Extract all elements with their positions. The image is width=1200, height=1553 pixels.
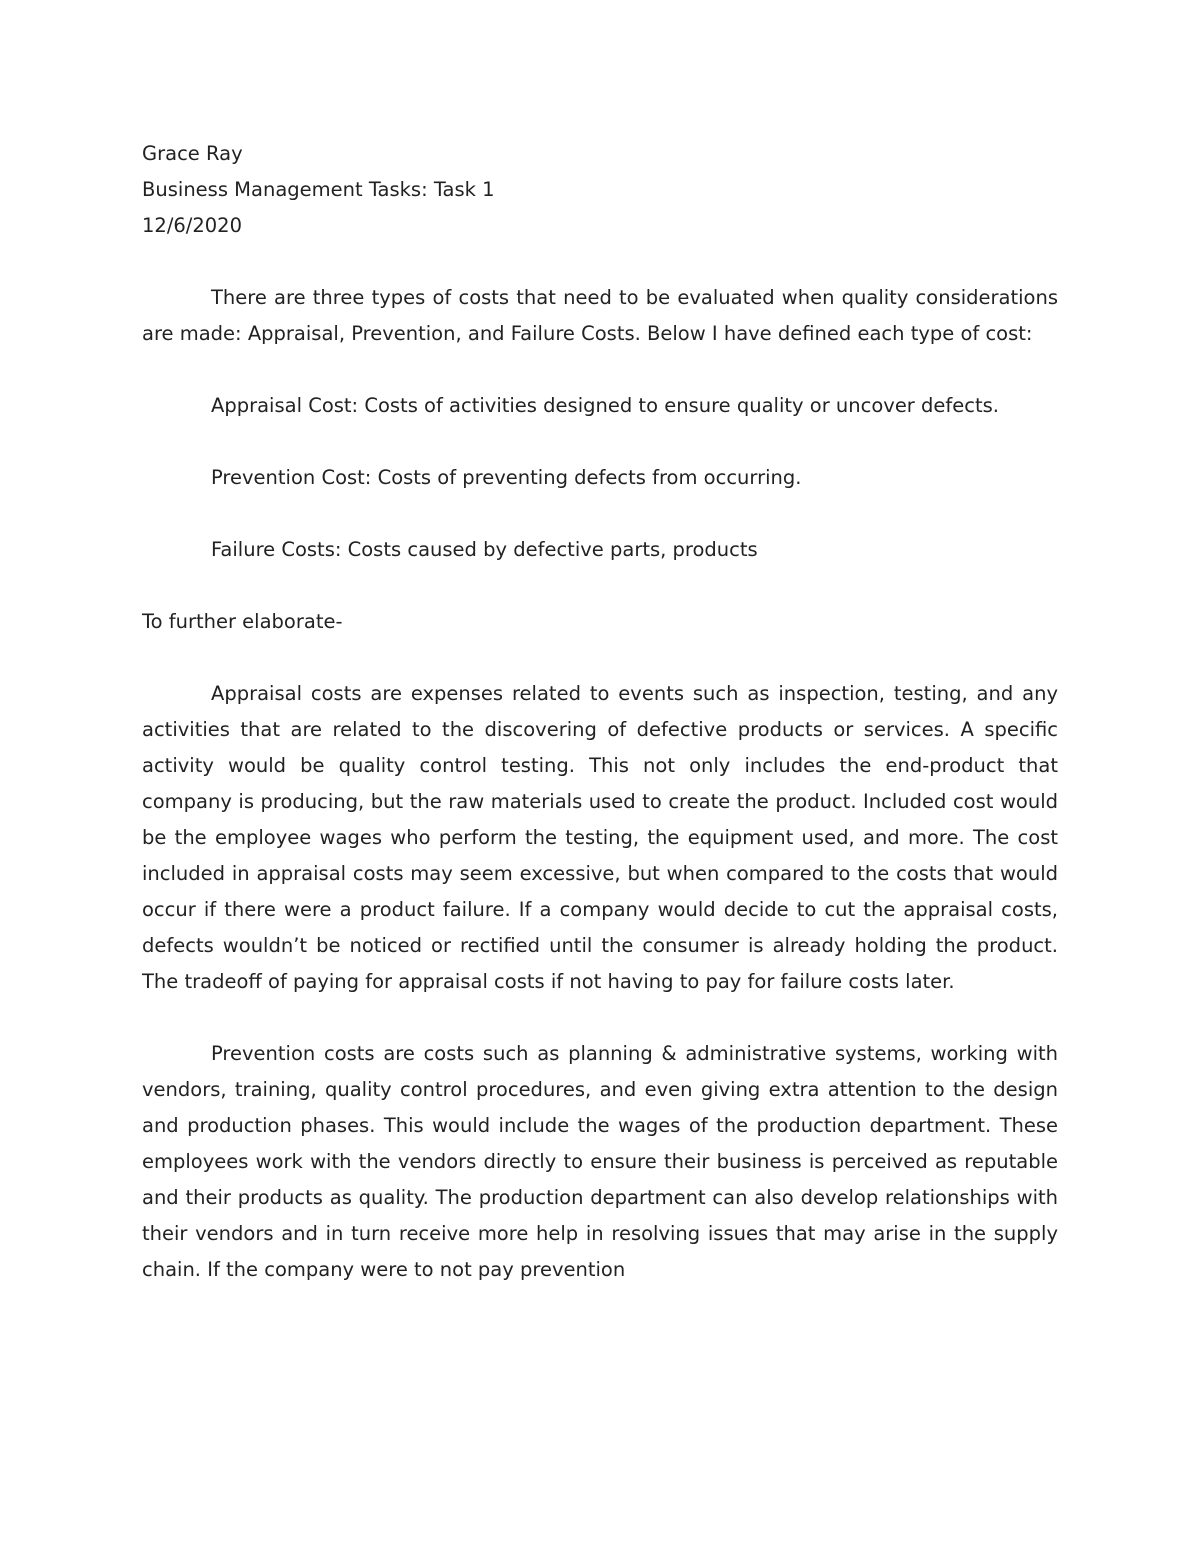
definition-text: Costs of activities designed to ensure quality or uncover defects. — [364, 394, 999, 417]
definition-appraisal — [142, 388, 1058, 424]
prevention-paragraph: Prevention costs are costs such as planning & administrative systems, working with vendors, training, quality control procedures, and even giving extra attention to the design and production phases. This would include the wages of the production department. These employees work with the vendors directly to ensure their business is perceived as reputable and their products as quality. The production department can also develop relationships with their vendors and in turn receive more help in resolving issues that may arise in the supply chain. If the company were to not pay prevention — [142, 1042, 1058, 1281]
author-name: Grace Ray — [142, 142, 243, 165]
document-body — [142, 136, 1058, 1288]
definition-term: Prevention Cost: — [211, 466, 372, 489]
definition-text: Costs of preventing defects from occurring. — [377, 466, 802, 489]
document-date: 12/6/2020 — [142, 214, 242, 237]
definition-term: Appraisal Cost: — [211, 394, 359, 417]
definition-term: Failure Costs: — [211, 538, 342, 561]
transition-line: To further elaborate- — [142, 610, 343, 633]
intro-paragraph: There are three types of costs that need to be evaluated when quality considerations are made: Appraisal, Prevention, and Failure Costs. Below I have defined each type of cost: — [142, 286, 1058, 345]
definition-failure — [142, 532, 1058, 568]
definition-text: Costs caused by defective parts, products — [347, 538, 758, 561]
course-title: Business Management Tasks: Task 1 — [142, 178, 495, 201]
appraisal-paragraph: Appraisal costs are expenses related to events such as inspection, testing, and any activities that are related to the discovering of defective products or services. A specific activity would be quality control testing. This not only includes the end-product that company is producing, but the raw materials used to create the product. Included cost would be the employee wages who perform the testing, the equipment used, and more. The cost included in appraisal costs may seem excessive, but when compared to the costs that would occur if there were a product failure. If a company would decide to cut the appraisal costs, defects wouldn’t be noticed or rectified until the consumer is already holding the product. The tradeoff of paying for appraisal costs if not having to pay for failure costs later. — [142, 682, 1058, 993]
definition-prevention — [142, 460, 1058, 496]
